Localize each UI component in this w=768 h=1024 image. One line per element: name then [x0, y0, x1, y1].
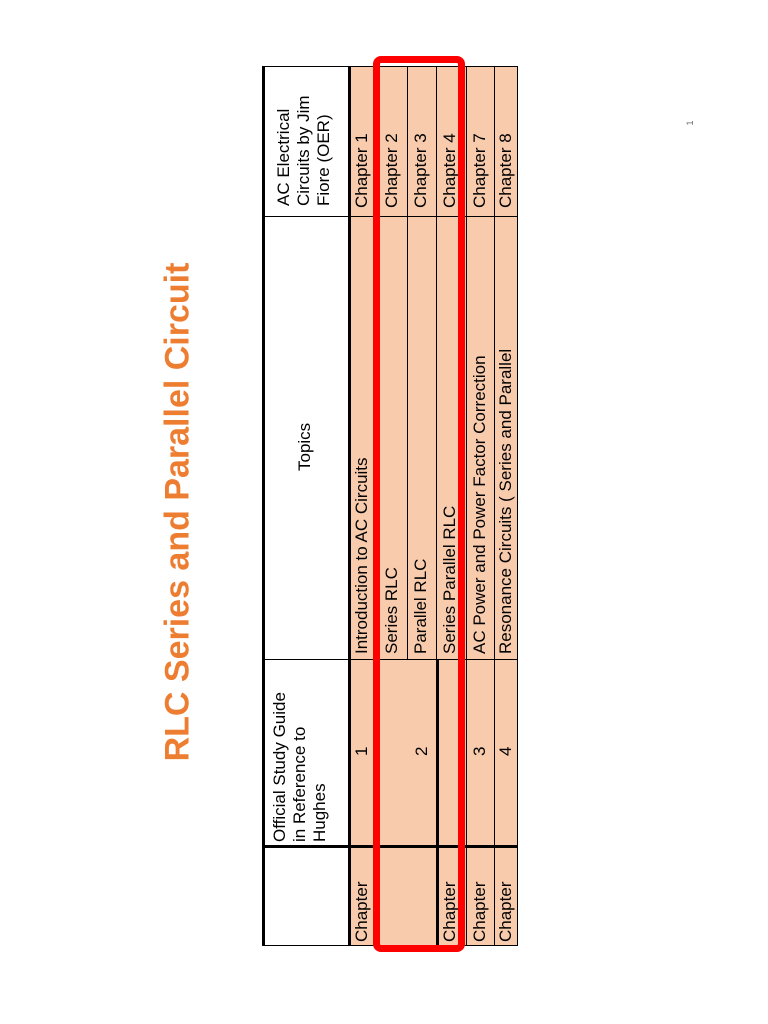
oer-cell: Chapter 3	[411, 133, 430, 208]
topic-cell: Resonance Circuits ( Series and Parallel	[496, 348, 515, 654]
chapter-cell: Chapter	[496, 881, 515, 942]
chapter-cell: Chapter	[470, 881, 489, 942]
table-border	[466, 66, 467, 946]
oer-cell: Chapter 8	[496, 133, 515, 208]
guide-cell: 1	[352, 746, 371, 756]
topic-cell: Introduction to AC Circuits	[352, 457, 371, 654]
table-border	[348, 66, 351, 946]
header-topics: Topics	[295, 422, 314, 471]
page-number: 1	[685, 120, 695, 126]
highlight-box	[373, 56, 465, 952]
guide-cell: 4	[496, 746, 515, 756]
oer-cell: Chapter 1	[352, 133, 371, 208]
topic-cell: Series RLC	[382, 567, 401, 654]
oer-cell: Chapter 2	[382, 133, 401, 208]
page-title: RLC Series and Parallel Circuit	[158, 262, 197, 762]
topic-cell: Parallel RLC	[411, 558, 430, 654]
table-border	[262, 66, 265, 946]
topic-cell: Series Parallel RLC	[440, 505, 459, 654]
guide-cell: 3	[470, 746, 489, 756]
oer-cell: Chapter 7	[470, 133, 489, 208]
header-oer: AC Electrical Circuits by Jim Fiore (OER)	[274, 95, 333, 206]
chapter-cell: Chapter	[440, 881, 459, 942]
guide-cell: 2	[412, 746, 431, 756]
topic-cell: AC Power and Power Factor Correction	[470, 355, 489, 654]
table-border	[517, 66, 518, 946]
table-border	[494, 66, 495, 946]
header-study-guide: Official Study Guide in Reference to Hughes	[270, 692, 329, 842]
oer-cell: Chapter 4	[440, 133, 459, 208]
chapter-cell: Chapter	[352, 881, 371, 942]
